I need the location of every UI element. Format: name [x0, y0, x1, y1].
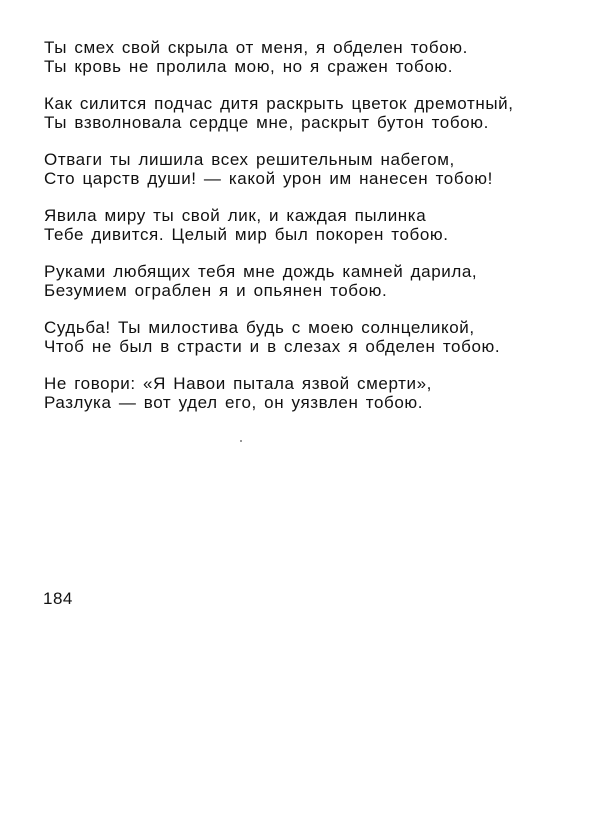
- poem-line: Сто царств души! — какой урон им нанесен тобою!: [44, 169, 493, 188]
- poem-line: Не говори: «Я Навои пытала язвой смерти»,: [44, 374, 432, 393]
- poem-line: Ты смех свой скрыла от меня, я обделен тобою.: [44, 38, 468, 57]
- poem-line: Безумием ограблен я и опьянен тобою.: [44, 281, 388, 300]
- stanza-6: [44, 318, 564, 356]
- stanza-3: [44, 150, 564, 188]
- poem-line: Тебе дивится. Целый мир был покорен тобою.: [44, 225, 449, 244]
- poem-line: Ты взволновала сердце мне, раскрыт бутон тобою.: [44, 113, 489, 132]
- poem-line: Как силится подчас дитя раскрыть цветок дремотный,: [44, 94, 514, 113]
- poem-line: Отваги ты лишила всех решительным набегом,: [44, 150, 455, 169]
- stanza-1: [44, 38, 564, 76]
- poem-line: Ты кровь не пролила мою, но я сражен тобою.: [44, 57, 454, 76]
- stanza-2: [44, 94, 564, 132]
- stanza-7: [44, 374, 564, 412]
- stanza-4: [44, 206, 564, 244]
- poem-line: Руками любящих тебя мне дождь камней дарила,: [44, 262, 478, 281]
- poem-line: Судьба! Ты милостива будь с моею солнцеликой,: [44, 318, 475, 337]
- poem-line: Разлука — вот удел его, он уязвлен тобою.: [44, 393, 424, 412]
- page-number: 184: [43, 589, 73, 608]
- poem: [44, 38, 564, 430]
- poem-line: Явила миру ты свой лик, и каждая пылинка: [44, 206, 427, 225]
- stanza-5: [44, 262, 564, 300]
- print-speck: [240, 440, 242, 442]
- poem-line: Чтоб не был в страсти и в слезах я обделен тобою.: [44, 337, 501, 356]
